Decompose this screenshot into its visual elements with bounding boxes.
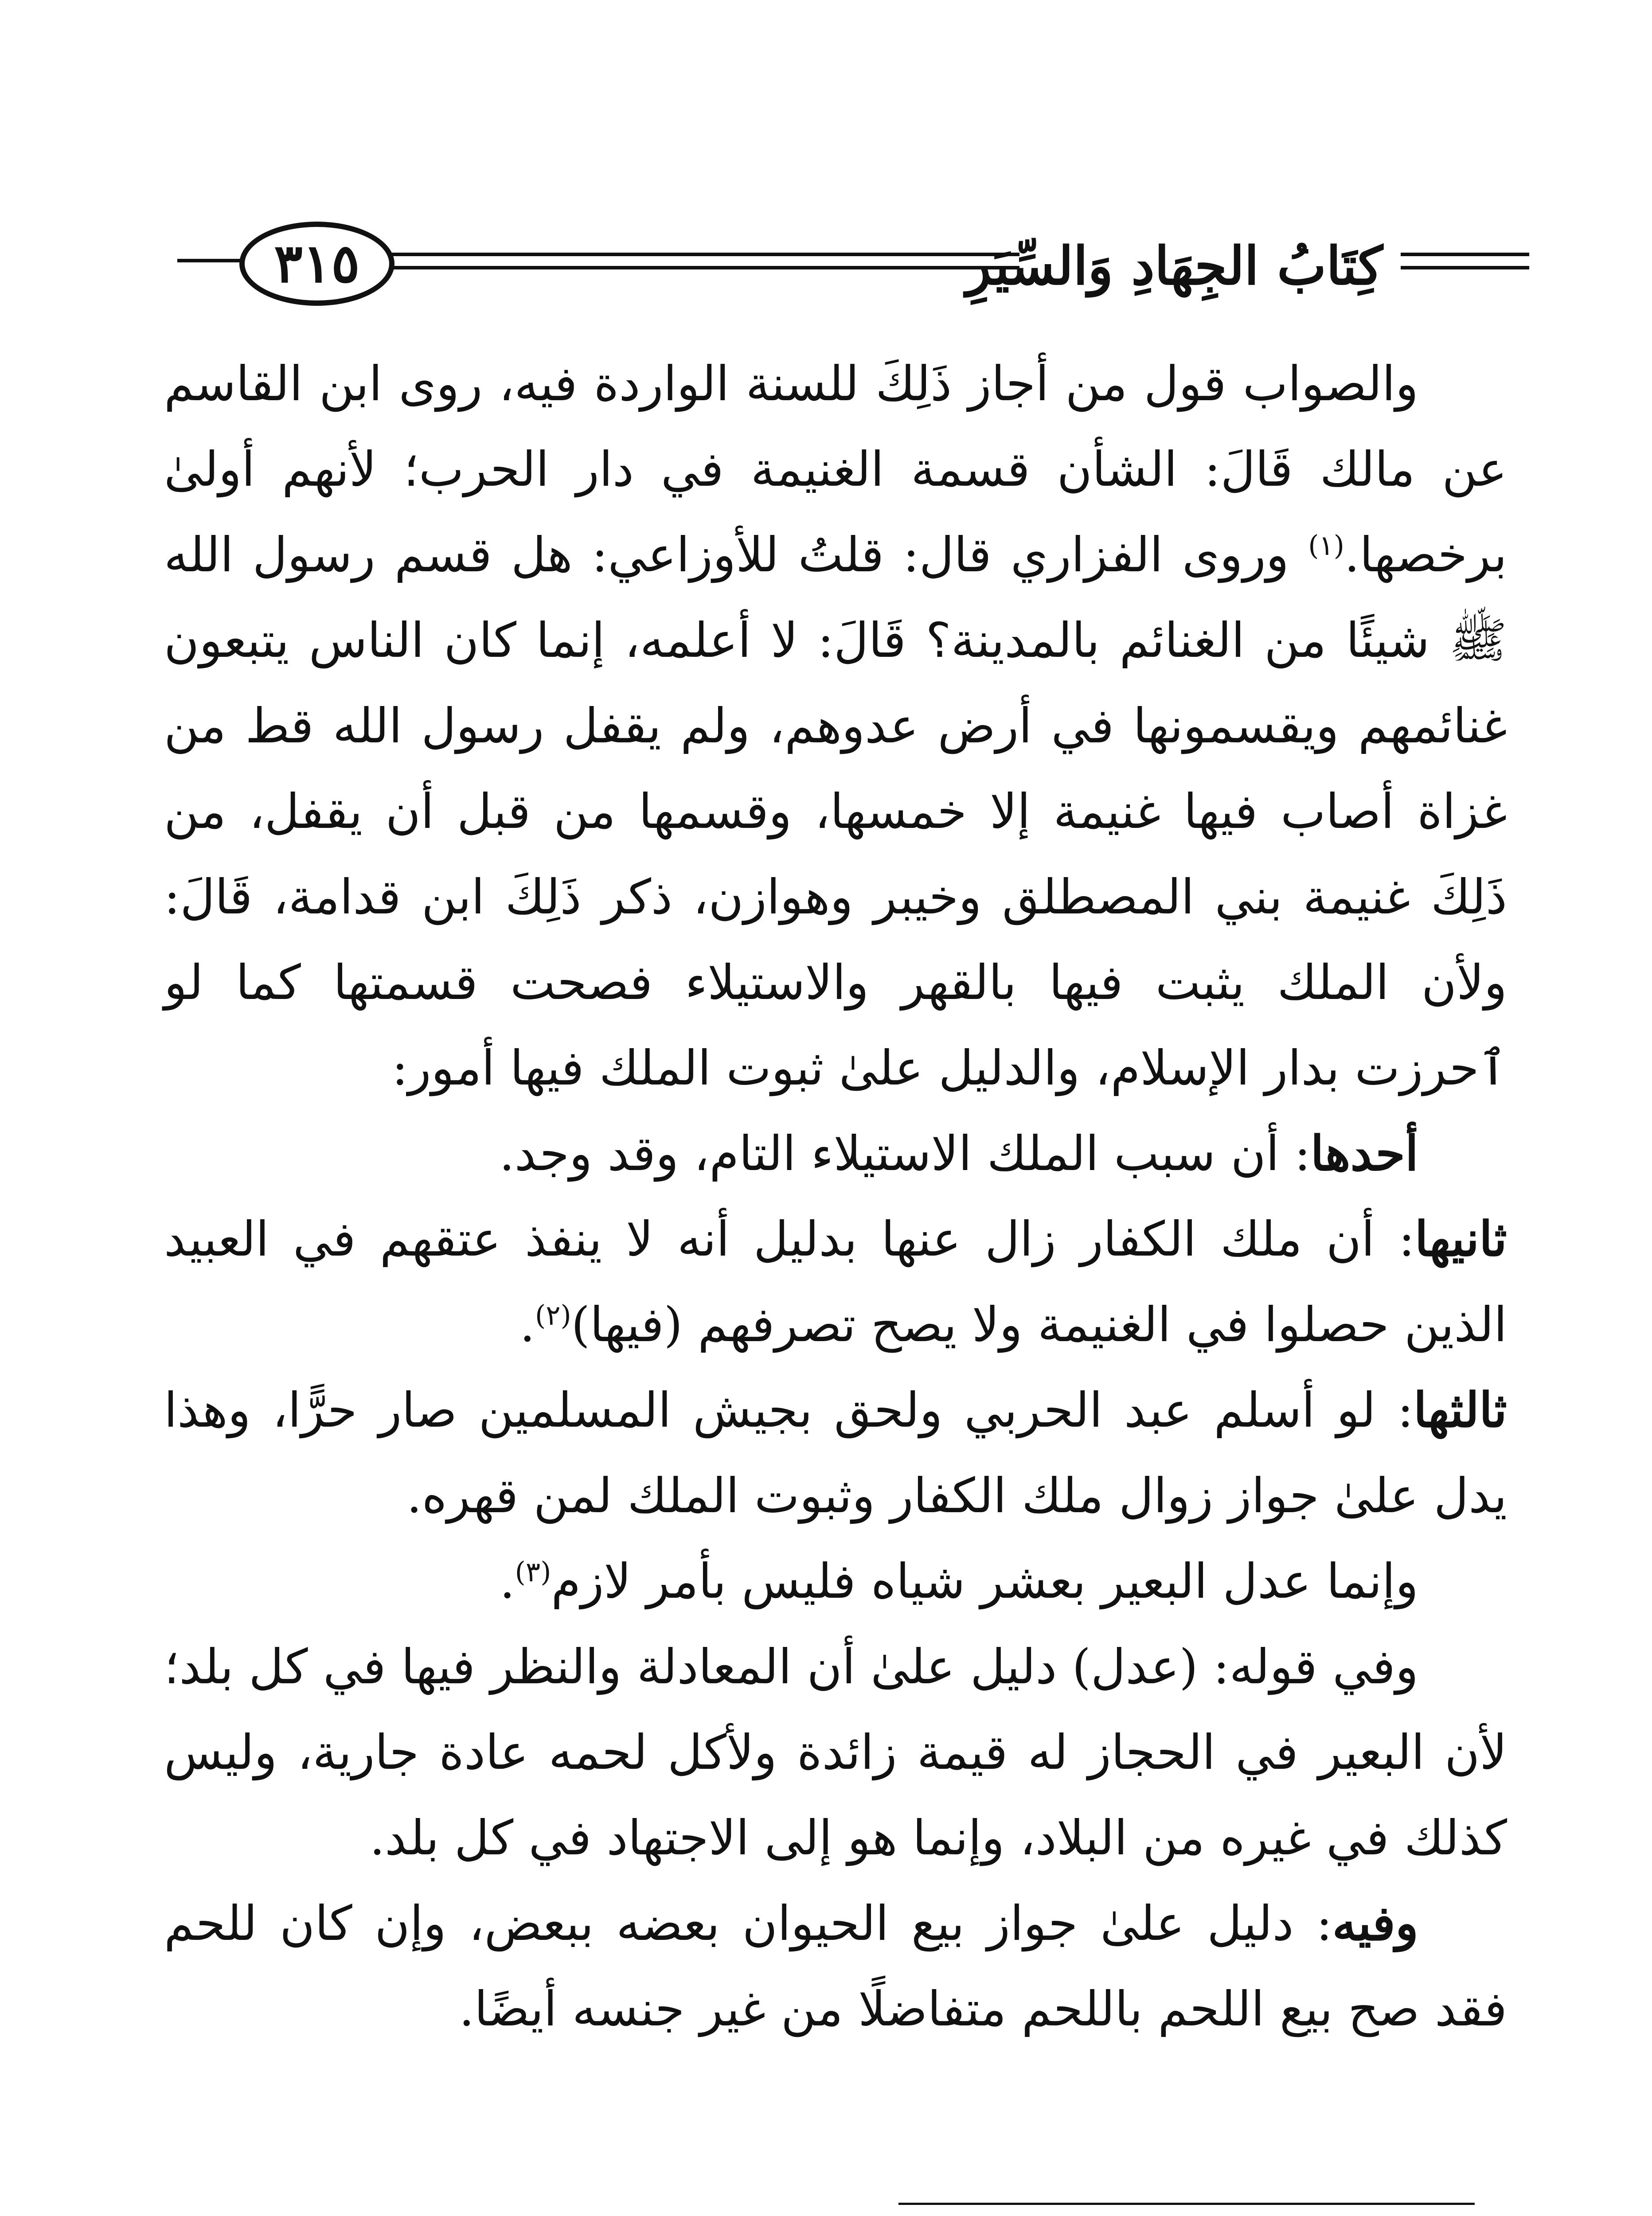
page-header: [177, 222, 1529, 310]
paragraph-4: [164, 1368, 1507, 1539]
paragraph-label: ثانيها: [1414, 1211, 1507, 1267]
book-title: كِتَابُ الجِهَادِ وَالسِّيَرِ: [966, 235, 1383, 297]
paragraph-5: [164, 1539, 1507, 1624]
page-number-oval: [239, 222, 394, 306]
footnote-ref-1: (١): [1308, 529, 1344, 562]
header-rule-middle: [390, 253, 1019, 256]
paragraph-text: : لو أسلم عبد الحربي ولحق بجيش المسلمين صار حرًّا، وهذا يدل علىٰ جواز زوال ملك الكفار وثبوت الملك لمن قهره.: [164, 1383, 1507, 1524]
paragraph-text-cont: .: [500, 1554, 515, 1609]
paragraph-text-cont: وروى الفزاري قال: قلتُ للأوزاعي: هل قسم رسول الله ﷺ شيئًا من الغنائم بالمدينة؟ قَالَ: لا أعلمه، إنما كان الناس يتبعون غنائمهم ويقسمونها في أرض عدوهم، ولم يقفل رسول الله قط من غزاة أصاب فيها غنيمة إلا خمسها، وقسمها من قبل أن يقفل، من ذَلِكَ غنيمة بني المصطلق وخيبر وهوازن، ذكر ذَلِكَ ابن قدامة، قَالَ: ولأن الملك يثبت فيها بالقهر والاستيلاء فصحت قسمتها كما لو ٱحرزت بدار الإسلام، والدليل علىٰ ثبوت الملك فيها أمور:: [164, 527, 1507, 1096]
main-text: [164, 341, 1507, 2052]
paragraph-6: [164, 1624, 1507, 1881]
page-number: ٣١٥: [274, 232, 360, 295]
header-rule-right: [1401, 253, 1529, 256]
paragraph-label: ثالثها: [1413, 1382, 1507, 1438]
paragraph-label: أحدها: [1310, 1126, 1418, 1182]
paragraph-2: [164, 1111, 1507, 1197]
footnote-ref-2: (٢): [535, 1299, 571, 1331]
paragraph-text: وإنما عدل البعير بعشر شياه فليس بأمر لازم: [551, 1554, 1418, 1609]
paragraph-3: [164, 1197, 1507, 1368]
paragraph-7: [164, 1881, 1507, 2052]
paragraph-text: والصواب قول من أجاز ذَلِكَ للسنة الواردة فيه، روى ابن القاسم عن مالك قَالَ: الشأن قسمة الغنيمة في دار الحرب؛ لأنهم أولىٰ برخصها.: [164, 356, 1507, 583]
paragraph-1: [164, 341, 1507, 1111]
paragraph-label: وفيه: [1332, 1896, 1418, 1951]
paragraph-text: : أن سبب الملك الاستيلاء التام، وقد وجد.: [499, 1126, 1311, 1182]
header-rule-left: [177, 259, 244, 262]
header-rule-right-lower: [1401, 266, 1529, 269]
header-rule-middle-lower: [390, 266, 1019, 269]
paragraph-text: : أن ملك الكفار زال عنها بدليل أنه لا ينفذ عتقهم في العبيد الذين حصلوا في الغنيمة ولا يصح تصرفهم (فيها): [164, 1212, 1507, 1353]
paragraph-text: : دليل علىٰ جواز بيع الحيوان بعضه ببعض، وإن كان للحم فقد صح بيع اللحم باللحم متفاضلًا من غير جنسه أيضًا.: [164, 1896, 1507, 2037]
footnote-separator: [898, 2203, 1475, 2205]
paragraph-text-cont: .: [519, 1297, 535, 1353]
footnote-ref-3: (٣): [515, 1556, 551, 1588]
paragraph-text: وفي قوله: (عدل) دليل علىٰ أن المعادلة والنظر فيها في كل بلد؛ لأن البعير في الحجاز له قيمة زائدة ولأكل لحمه عادة جارية، وليس كذلك في غيره من البلاد، وإنما هو إلى الاجتهاد في كل بلد.: [164, 1639, 1507, 1866]
